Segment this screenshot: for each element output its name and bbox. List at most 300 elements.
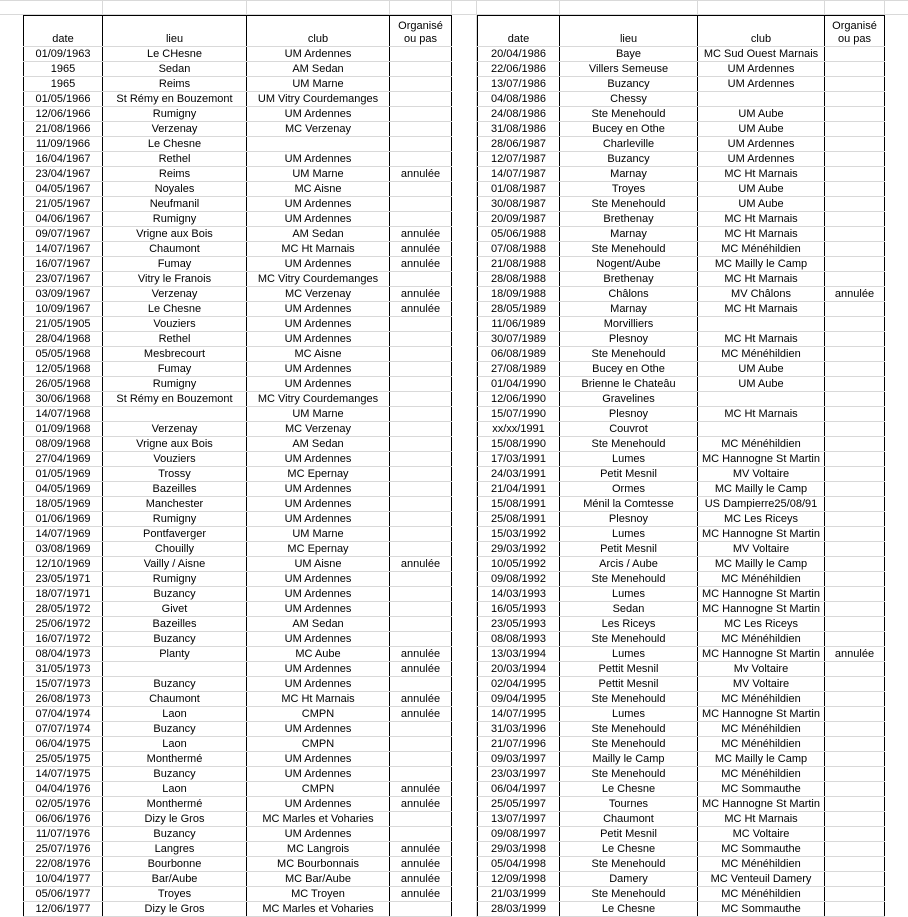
club-cell[interactable]: MC Ht Marnais	[698, 167, 825, 182]
date-cell[interactable]: 28/08/1988	[478, 272, 560, 287]
lieu-cell[interactable]: Pettit Mesnil	[560, 662, 698, 677]
club-cell[interactable]: UM Marne	[247, 527, 390, 542]
lieu-cell[interactable]: Buzancy	[103, 827, 247, 842]
lieu-cell[interactable]: Ste Menehould	[560, 572, 698, 587]
date-cell[interactable]: 23/05/1993	[478, 617, 560, 632]
status-cell[interactable]: annulée	[390, 647, 452, 662]
date-cell[interactable]: 11/09/1966	[24, 137, 103, 152]
lieu-cell[interactable]: Chessy	[560, 92, 698, 107]
date-cell[interactable]: xx/xx/1991	[478, 422, 560, 437]
club-cell[interactable]: AM Sedan	[247, 62, 390, 77]
date-cell[interactable]: 04/04/1976	[24, 782, 103, 797]
club-cell[interactable]: MC Hannogne St Martin	[698, 707, 825, 722]
lieu-cell[interactable]: Laon	[103, 707, 247, 722]
status-cell[interactable]	[825, 92, 885, 107]
status-cell[interactable]	[390, 527, 452, 542]
lieu-cell[interactable]: Ste Menehould	[560, 632, 698, 647]
lieu-cell[interactable]: Arcis / Aube	[560, 557, 698, 572]
date-cell[interactable]: 20/03/1994	[478, 662, 560, 677]
date-cell[interactable]: 12/06/1990	[478, 392, 560, 407]
date-cell[interactable]: 12/10/1969	[24, 557, 103, 572]
status-cell[interactable]	[390, 317, 452, 332]
status-cell[interactable]	[825, 842, 885, 857]
club-cell[interactable]: MC Ht Marnais	[247, 242, 390, 257]
date-cell[interactable]: 12/05/1968	[24, 362, 103, 377]
status-cell[interactable]	[825, 152, 885, 167]
date-cell[interactable]: 07/04/1974	[24, 707, 103, 722]
lieu-cell[interactable]: Le Chesne	[560, 902, 698, 917]
lieu-cell[interactable]: Ste Menehould	[560, 887, 698, 902]
lieu-cell[interactable]: Noyales	[103, 182, 247, 197]
club-cell[interactable]: AM Sedan	[247, 227, 390, 242]
lieu-cell[interactable]: Gravelines	[560, 392, 698, 407]
club-cell[interactable]: MC Aisne	[247, 347, 390, 362]
club-cell[interactable]: UM Marne	[247, 167, 390, 182]
club-cell[interactable]: AM Sedan	[247, 437, 390, 452]
status-cell[interactable]	[825, 182, 885, 197]
club-cell[interactable]: UM Aisne	[247, 557, 390, 572]
lieu-cell[interactable]: Châlons	[560, 287, 698, 302]
club-cell[interactable]: UM Ardennes	[247, 302, 390, 317]
club-cell[interactable]: UM Ardennes	[247, 632, 390, 647]
date-cell[interactable]: 21/08/1966	[24, 122, 103, 137]
club-cell[interactable]: MC Les Riceys	[698, 512, 825, 527]
club-cell[interactable]: MC Ménéhildien	[698, 737, 825, 752]
status-cell[interactable]	[390, 47, 452, 62]
status-cell[interactable]	[390, 407, 452, 422]
lieu-cell[interactable]: Le Chesne	[103, 302, 247, 317]
header-date[interactable]: date	[478, 16, 560, 47]
lieu-cell[interactable]: Rumigny	[103, 377, 247, 392]
status-cell[interactable]	[825, 497, 885, 512]
club-cell[interactable]: UM Ardennes	[247, 47, 390, 62]
date-cell[interactable]: 16/05/1993	[478, 602, 560, 617]
lieu-cell[interactable]: Villers Semeuse	[560, 62, 698, 77]
lieu-cell[interactable]: Couvrot	[560, 422, 698, 437]
lieu-cell[interactable]: Marnay	[560, 227, 698, 242]
header-club[interactable]: club	[247, 16, 390, 47]
date-cell[interactable]: 14/07/1969	[24, 527, 103, 542]
date-cell[interactable]: 27/04/1969	[24, 452, 103, 467]
date-cell[interactable]: 26/08/1973	[24, 692, 103, 707]
lieu-cell[interactable]: Petit Mesnil	[560, 542, 698, 557]
lieu-cell[interactable]: Chaumont	[560, 812, 698, 827]
date-cell[interactable]: 21/04/1991	[478, 482, 560, 497]
club-cell[interactable]: UM Aube	[698, 182, 825, 197]
lieu-cell[interactable]: Bar/Aube	[103, 872, 247, 887]
club-cell[interactable]: AM Sedan	[247, 617, 390, 632]
status-cell[interactable]	[390, 422, 452, 437]
date-cell[interactable]: 23/05/1971	[24, 572, 103, 587]
date-cell[interactable]: 31/03/1996	[478, 722, 560, 737]
date-cell[interactable]: 04/05/1969	[24, 482, 103, 497]
lieu-cell[interactable]: Buzancy	[103, 767, 247, 782]
club-cell[interactable]: UM Aube	[698, 197, 825, 212]
lieu-cell[interactable]: Petit Mesnil	[560, 827, 698, 842]
lieu-cell[interactable]: Buzancy	[103, 722, 247, 737]
lieu-cell[interactable]: Fumay	[103, 362, 247, 377]
club-cell[interactable]: CMPN	[247, 782, 390, 797]
status-cell[interactable]	[390, 452, 452, 467]
lieu-cell[interactable]: Vitry le Franois	[103, 272, 247, 287]
lieu-cell[interactable]: Dizy le Gros	[103, 812, 247, 827]
club-cell[interactable]: UM Ardennes	[247, 752, 390, 767]
lieu-cell[interactable]: Buzancy	[560, 152, 698, 167]
lieu-cell[interactable]: Rumigny	[103, 212, 247, 227]
lieu-cell[interactable]	[103, 407, 247, 422]
status-cell[interactable]: annulée	[390, 782, 452, 797]
lieu-cell[interactable]: Bazeilles	[103, 617, 247, 632]
lieu-cell[interactable]: Trossy	[103, 467, 247, 482]
club-cell[interactable]: MC Ménéhildien	[698, 437, 825, 452]
date-cell[interactable]: 24/08/1986	[478, 107, 560, 122]
club-cell[interactable]: UM Ardennes	[247, 572, 390, 587]
club-cell[interactable]: MC Ht Marnais	[698, 332, 825, 347]
status-cell[interactable]: annulée	[390, 302, 452, 317]
lieu-cell[interactable]: Ménil la Comtesse	[560, 497, 698, 512]
status-cell[interactable]	[825, 872, 885, 887]
lieu-cell[interactable]: Neufmanil	[103, 197, 247, 212]
status-cell[interactable]	[390, 767, 452, 782]
lieu-cell[interactable]: St Rémy en Bouzemont	[103, 392, 247, 407]
status-cell[interactable]	[825, 602, 885, 617]
status-cell[interactable]	[825, 692, 885, 707]
lieu-cell[interactable]: Damery	[560, 872, 698, 887]
club-cell[interactable]: UM Ardennes	[698, 77, 825, 92]
status-cell[interactable]	[825, 227, 885, 242]
date-cell[interactable]: 06/04/1975	[24, 737, 103, 752]
status-cell[interactable]	[825, 212, 885, 227]
club-cell[interactable]: UM Aube	[698, 362, 825, 377]
date-cell[interactable]: 10/04/1977	[24, 872, 103, 887]
date-cell[interactable]: 28/06/1987	[478, 137, 560, 152]
status-cell[interactable]	[390, 617, 452, 632]
status-cell[interactable]	[825, 362, 885, 377]
lieu-cell[interactable]: Rumigny	[103, 512, 247, 527]
club-cell[interactable]: MC Hannogne St Martin	[698, 602, 825, 617]
status-cell[interactable]	[390, 92, 452, 107]
club-cell[interactable]: US Dampierre25/08/91	[698, 497, 825, 512]
club-cell[interactable]: MC Mailly le Camp	[698, 752, 825, 767]
status-cell[interactable]	[390, 107, 452, 122]
status-cell[interactable]	[390, 902, 452, 917]
club-cell[interactable]: UM Ardennes	[247, 767, 390, 782]
lieu-cell[interactable]: Le Chesne	[560, 842, 698, 857]
status-cell[interactable]	[390, 587, 452, 602]
club-cell[interactable]: MC Verzenay	[247, 122, 390, 137]
lieu-cell[interactable]: Rethel	[103, 152, 247, 167]
club-cell[interactable]: MC Ménéhildien	[698, 572, 825, 587]
club-cell[interactable]: MC Mailly le Camp	[698, 557, 825, 572]
lieu-cell[interactable]: Reims	[103, 77, 247, 92]
status-cell[interactable]	[825, 392, 885, 407]
lieu-cell[interactable]: Chaumont	[103, 692, 247, 707]
date-cell[interactable]: 08/09/1968	[24, 437, 103, 452]
date-cell[interactable]: 31/08/1986	[478, 122, 560, 137]
lieu-cell[interactable]: Ste Menehould	[560, 722, 698, 737]
date-cell[interactable]: 15/03/1992	[478, 527, 560, 542]
date-cell[interactable]: 15/07/1973	[24, 677, 103, 692]
status-cell[interactable]	[825, 482, 885, 497]
date-cell[interactable]: 06/04/1997	[478, 782, 560, 797]
status-cell[interactable]	[825, 62, 885, 77]
lieu-cell[interactable]: Chouilly	[103, 542, 247, 557]
date-cell[interactable]: 30/08/1987	[478, 197, 560, 212]
lieu-cell[interactable]: Lumes	[560, 647, 698, 662]
date-cell[interactable]: 16/04/1967	[24, 152, 103, 167]
status-cell[interactable]	[825, 737, 885, 752]
date-cell[interactable]: 05/06/1977	[24, 887, 103, 902]
date-cell[interactable]: 27/08/1989	[478, 362, 560, 377]
date-cell[interactable]: 13/07/1986	[478, 77, 560, 92]
date-cell[interactable]: 07/07/1974	[24, 722, 103, 737]
date-cell[interactable]: 22/06/1986	[478, 62, 560, 77]
date-cell[interactable]: 09/08/1997	[478, 827, 560, 842]
date-cell[interactable]: 31/05/1973	[24, 662, 103, 677]
date-cell[interactable]: 18/09/1988	[478, 287, 560, 302]
date-cell[interactable]: 28/05/1972	[24, 602, 103, 617]
lieu-cell[interactable]: Verzenay	[103, 287, 247, 302]
club-cell[interactable]: UM Ardennes	[247, 677, 390, 692]
date-cell[interactable]: 06/06/1976	[24, 812, 103, 827]
lieu-cell[interactable]: Manchester	[103, 497, 247, 512]
status-cell[interactable]	[390, 62, 452, 77]
date-cell[interactable]: 28/03/1999	[478, 902, 560, 917]
club-cell[interactable]: MV Voltaire	[698, 467, 825, 482]
date-cell[interactable]: 17/03/1991	[478, 452, 560, 467]
club-cell[interactable]: UM Marne	[247, 77, 390, 92]
lieu-cell[interactable]: Bourbonne	[103, 857, 247, 872]
club-cell[interactable]: MC Epernay	[247, 467, 390, 482]
club-cell[interactable]: UM Ardennes	[247, 152, 390, 167]
date-cell[interactable]: 21/05/1905	[24, 317, 103, 332]
status-cell[interactable]	[825, 752, 885, 767]
club-cell[interactable]: MC Ht Marnais	[698, 812, 825, 827]
club-cell[interactable]: UM Ardennes	[247, 587, 390, 602]
status-cell[interactable]: annulée	[825, 647, 885, 662]
lieu-cell[interactable]: Tournes	[560, 797, 698, 812]
status-cell[interactable]	[825, 197, 885, 212]
status-cell[interactable]	[825, 782, 885, 797]
lieu-cell[interactable]: Charleville	[560, 137, 698, 152]
club-cell[interactable]: MC Marles et Voharies	[247, 812, 390, 827]
status-cell[interactable]: annulée	[390, 167, 452, 182]
status-cell[interactable]	[825, 617, 885, 632]
club-cell[interactable]: MC Hannogne St Martin	[698, 452, 825, 467]
status-cell[interactable]	[390, 332, 452, 347]
club-cell[interactable]: MC Verzenay	[247, 287, 390, 302]
club-cell[interactable]: UM Aube	[698, 377, 825, 392]
lieu-cell[interactable]: Brethenay	[560, 212, 698, 227]
date-cell[interactable]: 06/08/1989	[478, 347, 560, 362]
date-cell[interactable]: 04/06/1967	[24, 212, 103, 227]
status-cell[interactable]	[390, 467, 452, 482]
status-cell[interactable]	[390, 377, 452, 392]
status-cell[interactable]	[825, 332, 885, 347]
status-cell[interactable]	[825, 272, 885, 287]
status-cell[interactable]	[825, 302, 885, 317]
club-cell[interactable]: MC Ménéhildien	[698, 767, 825, 782]
lieu-cell[interactable]: Ste Menehould	[560, 242, 698, 257]
date-cell[interactable]: 01/06/1969	[24, 512, 103, 527]
status-cell[interactable]	[390, 362, 452, 377]
lieu-cell[interactable]: Plesnoy	[560, 407, 698, 422]
date-cell[interactable]: 09/07/1967	[24, 227, 103, 242]
club-cell[interactable]: UM Aube	[698, 122, 825, 137]
lieu-cell[interactable]: Le Chesne	[560, 782, 698, 797]
status-cell[interactable]	[390, 632, 452, 647]
club-cell[interactable]: UM Marne	[247, 407, 390, 422]
date-cell[interactable]: 14/07/1987	[478, 167, 560, 182]
date-cell[interactable]: 22/08/1976	[24, 857, 103, 872]
status-cell[interactable]	[825, 887, 885, 902]
club-cell[interactable]: UM Ardennes	[698, 152, 825, 167]
club-cell[interactable]: MC Aube	[247, 647, 390, 662]
date-cell[interactable]: 29/03/1992	[478, 542, 560, 557]
header-club[interactable]: club	[698, 16, 825, 47]
club-cell[interactable]	[698, 317, 825, 332]
status-cell[interactable]	[390, 77, 452, 92]
date-cell[interactable]: 16/07/1967	[24, 257, 103, 272]
club-cell[interactable]: MC Ménéhildien	[698, 692, 825, 707]
club-cell[interactable]: UM Ardennes	[247, 332, 390, 347]
club-cell[interactable]: MC Ménéhildien	[698, 242, 825, 257]
header-lieu[interactable]: lieu	[103, 16, 247, 47]
lieu-cell[interactable]: Vrigne aux Bois	[103, 437, 247, 452]
lieu-cell[interactable]: Le CHesne	[103, 47, 247, 62]
status-cell[interactable]	[825, 812, 885, 827]
club-cell[interactable]: MC Sommauthe	[698, 782, 825, 797]
lieu-cell[interactable]: Ste Menehould	[560, 107, 698, 122]
date-cell[interactable]: 07/08/1988	[478, 242, 560, 257]
club-cell[interactable]: MC Ht Marnais	[698, 272, 825, 287]
date-cell[interactable]: 21/08/1988	[478, 257, 560, 272]
date-cell[interactable]: 09/03/1997	[478, 752, 560, 767]
status-cell[interactable]	[390, 722, 452, 737]
date-cell[interactable]: 1965	[24, 77, 103, 92]
date-cell[interactable]: 08/04/1973	[24, 647, 103, 662]
lieu-cell[interactable]: Bucey en Othe	[560, 362, 698, 377]
status-cell[interactable]	[390, 347, 452, 362]
lieu-cell[interactable]: Ste Menehould	[560, 197, 698, 212]
lieu-cell[interactable]: Chaumont	[103, 242, 247, 257]
club-cell[interactable]: MC Bourbonnais	[247, 857, 390, 872]
lieu-cell[interactable]: Laon	[103, 782, 247, 797]
lieu-cell[interactable]: Ste Menehould	[560, 767, 698, 782]
status-cell[interactable]	[390, 152, 452, 167]
lieu-cell[interactable]: Troyes	[103, 887, 247, 902]
date-cell[interactable]: 14/07/1967	[24, 242, 103, 257]
lieu-cell[interactable]: Rumigny	[103, 572, 247, 587]
date-cell[interactable]: 08/08/1993	[478, 632, 560, 647]
lieu-cell[interactable]: Verzenay	[103, 422, 247, 437]
club-cell[interactable]: MC Sommauthe	[698, 842, 825, 857]
club-cell[interactable]: MC Ht Marnais	[698, 407, 825, 422]
status-cell[interactable]	[825, 827, 885, 842]
lieu-cell[interactable]: Lumes	[560, 707, 698, 722]
date-cell[interactable]: 12/06/1977	[24, 902, 103, 917]
club-cell[interactable]: UM Ardennes	[247, 827, 390, 842]
lieu-cell[interactable]: Brienne le Chateâu	[560, 377, 698, 392]
date-cell[interactable]: 14/03/1993	[478, 587, 560, 602]
status-cell[interactable]	[825, 452, 885, 467]
lieu-cell[interactable]: Ste Menehould	[560, 737, 698, 752]
lieu-cell[interactable]: Reims	[103, 167, 247, 182]
club-cell[interactable]: MC Ménéhildien	[698, 857, 825, 872]
club-cell[interactable]: MC Ménéhildien	[698, 722, 825, 737]
club-cell[interactable]: MC Hannogne St Martin	[698, 797, 825, 812]
status-cell[interactable]	[825, 587, 885, 602]
status-cell[interactable]	[390, 437, 452, 452]
status-cell[interactable]	[825, 257, 885, 272]
status-cell[interactable]: annulée	[390, 887, 452, 902]
date-cell[interactable]: 18/05/1969	[24, 497, 103, 512]
date-cell[interactable]: 04/08/1986	[478, 92, 560, 107]
status-cell[interactable]	[825, 527, 885, 542]
date-cell[interactable]: 09/08/1992	[478, 572, 560, 587]
club-cell[interactable]: MC Ht Marnais	[698, 302, 825, 317]
status-cell[interactable]	[390, 752, 452, 767]
lieu-cell[interactable]: Givet	[103, 602, 247, 617]
status-cell[interactable]	[390, 572, 452, 587]
lieu-cell[interactable]: Verzenay	[103, 122, 247, 137]
club-cell[interactable]: MC Sommauthe	[698, 902, 825, 917]
lieu-cell[interactable]: Dizy le Gros	[103, 902, 247, 917]
lieu-cell[interactable]: Ormes	[560, 482, 698, 497]
lieu-cell[interactable]: Laon	[103, 737, 247, 752]
status-cell[interactable]	[825, 797, 885, 812]
lieu-cell[interactable]: Brethenay	[560, 272, 698, 287]
lieu-cell[interactable]: Buzancy	[560, 77, 698, 92]
status-cell[interactable]	[390, 512, 452, 527]
date-cell[interactable]: 28/04/1968	[24, 332, 103, 347]
date-cell[interactable]: 14/07/1975	[24, 767, 103, 782]
club-cell[interactable]: UM Ardennes	[247, 512, 390, 527]
club-cell[interactable]: Mv Voltaire	[698, 662, 825, 677]
club-cell[interactable]: UM Ardennes	[698, 137, 825, 152]
lieu-cell[interactable]: Morvilliers	[560, 317, 698, 332]
club-cell[interactable]	[698, 92, 825, 107]
date-cell[interactable]: 09/04/1995	[478, 692, 560, 707]
status-cell[interactable]	[825, 632, 885, 647]
status-cell[interactable]	[825, 677, 885, 692]
status-cell[interactable]	[390, 812, 452, 827]
status-cell[interactable]	[390, 392, 452, 407]
date-cell[interactable]: 13/03/1994	[478, 647, 560, 662]
lieu-cell[interactable]: Ste Menehould	[560, 437, 698, 452]
status-cell[interactable]	[825, 122, 885, 137]
status-cell[interactable]	[825, 902, 885, 917]
club-cell[interactable]: MV Voltaire	[698, 542, 825, 557]
club-cell[interactable]: UM Ardennes	[247, 362, 390, 377]
lieu-cell[interactable]: Petit Mesnil	[560, 467, 698, 482]
status-cell[interactable]	[390, 737, 452, 752]
status-cell[interactable]	[825, 407, 885, 422]
date-cell[interactable]: 21/05/1967	[24, 197, 103, 212]
lieu-cell[interactable]: Ste Menehould	[560, 347, 698, 362]
club-cell[interactable]	[698, 422, 825, 437]
club-cell[interactable]: MC Ménéhildien	[698, 887, 825, 902]
date-cell[interactable]: 14/07/1995	[478, 707, 560, 722]
club-cell[interactable]: MC Hannogne St Martin	[698, 527, 825, 542]
lieu-cell[interactable]: Vouziers	[103, 317, 247, 332]
status-cell[interactable]	[390, 677, 452, 692]
club-cell[interactable]: MC Hannogne St Martin	[698, 647, 825, 662]
status-cell[interactable]	[825, 47, 885, 62]
club-cell[interactable]: MC Bar/Aube	[247, 872, 390, 887]
lieu-cell[interactable]: Ste Menehould	[560, 857, 698, 872]
date-cell[interactable]: 21/07/1996	[478, 737, 560, 752]
